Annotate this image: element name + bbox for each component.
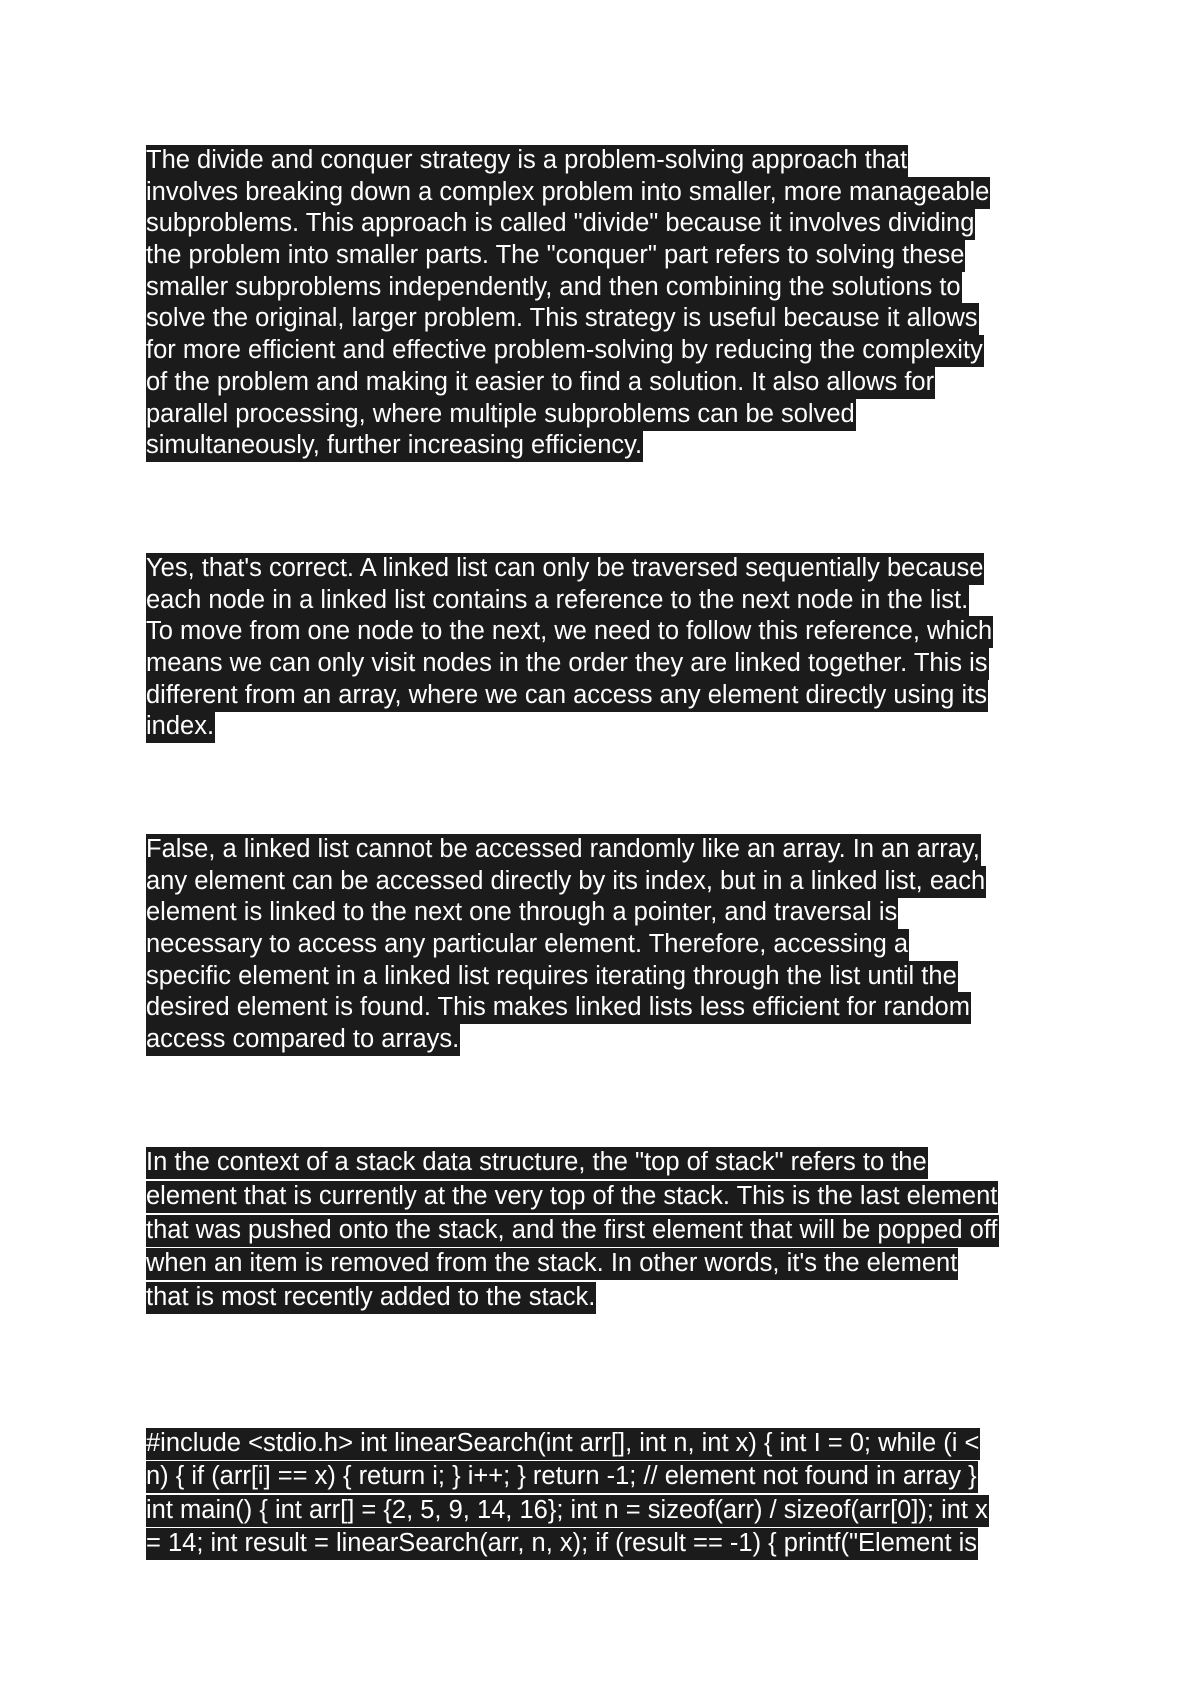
text-line: smaller subproblems independently, and then combining the solutions to (146, 272, 1066, 304)
text-line: Yes, that's correct. A linked list can only be traversed sequentially because (146, 553, 1066, 585)
text-line: To move from one node to the next, we need to follow this reference, which (146, 616, 1066, 648)
code-line: int main() { int arr[] = {2, 5, 9, 14, 16}; int n = sizeof(arr) / sizeof(arr[0]); int x (146, 1494, 1066, 1527)
text-line: involves breaking down a complex problem into smaller, more manageable (146, 177, 1066, 209)
code-line: = 14; int result = linearSearch(arr, n, x); if (result == -1) { printf("Element is (146, 1527, 1066, 1560)
code-line: #include <stdio.h> int linearSearch(int arr[], int n, int x) { int I = 0; while (i < (146, 1427, 1066, 1460)
code-line: n) { if (arr[i] == x) { return i; } i++; } return -1; // element not found in array } (146, 1460, 1066, 1493)
text-line: access compared to arrays. (146, 1024, 1066, 1056)
text-line: that is most recently added to the stack. (146, 1281, 1066, 1315)
text-line: The divide and conquer strategy is a problem-solving approach that (146, 145, 1066, 177)
paragraph-linear-search-code (146, 1427, 1066, 1561)
text-line: In the context of a stack data structure, the "top of stack" refers to the (146, 1146, 1066, 1180)
text-line: parallel processing, where multiple subproblems can be solved (146, 399, 1066, 431)
text-line: different from an array, where we can access any element directly using its (146, 680, 1066, 712)
text-line: necessary to access any particular element. Therefore, accessing a (146, 929, 1066, 961)
text-line: means we can only visit nodes in the order they are linked together. This is (146, 648, 1066, 680)
text-line: when an item is removed from the stack. In other words, it's the element (146, 1247, 1066, 1281)
text-line: desired element is found. This makes linked lists less efficient for random (146, 992, 1066, 1024)
text-line: subproblems. This approach is called "divide" because it involves dividing (146, 208, 1066, 240)
paragraph-linked-list-random-access (146, 834, 1066, 1056)
paragraph-top-of-stack (146, 1146, 1066, 1315)
text-line: index. (146, 711, 1066, 743)
text-line: solve the original, larger problem. This strategy is useful because it allows (146, 303, 1066, 335)
text-line: element that is currently at the very top of the stack. This is the last element (146, 1180, 1066, 1214)
text-line: simultaneously, further increasing efficiency. (146, 430, 1066, 462)
text-line: element is linked to the next one through a pointer, and traversal is (146, 897, 1066, 929)
text-line: that was pushed onto the stack, and the first element that will be popped off (146, 1214, 1066, 1248)
text-line: False, a linked list cannot be accessed randomly like an array. In an array, (146, 834, 1066, 866)
text-line: of the problem and making it easier to find a solution. It also allows for (146, 367, 1066, 399)
text-line: the problem into smaller parts. The "conquer" part refers to solving these (146, 240, 1066, 272)
text-line: any element can be accessed directly by its index, but in a linked list, each (146, 866, 1066, 898)
text-line: specific element in a linked list requires iterating through the list until the (146, 961, 1066, 993)
paragraph-divide-and-conquer (146, 145, 1066, 462)
text-line: each node in a linked list contains a reference to the next node in the list. (146, 585, 1066, 617)
paragraph-linked-list-sequential (146, 553, 1066, 743)
text-line: for more efficient and effective problem-solving by reducing the complexity (146, 335, 1066, 367)
